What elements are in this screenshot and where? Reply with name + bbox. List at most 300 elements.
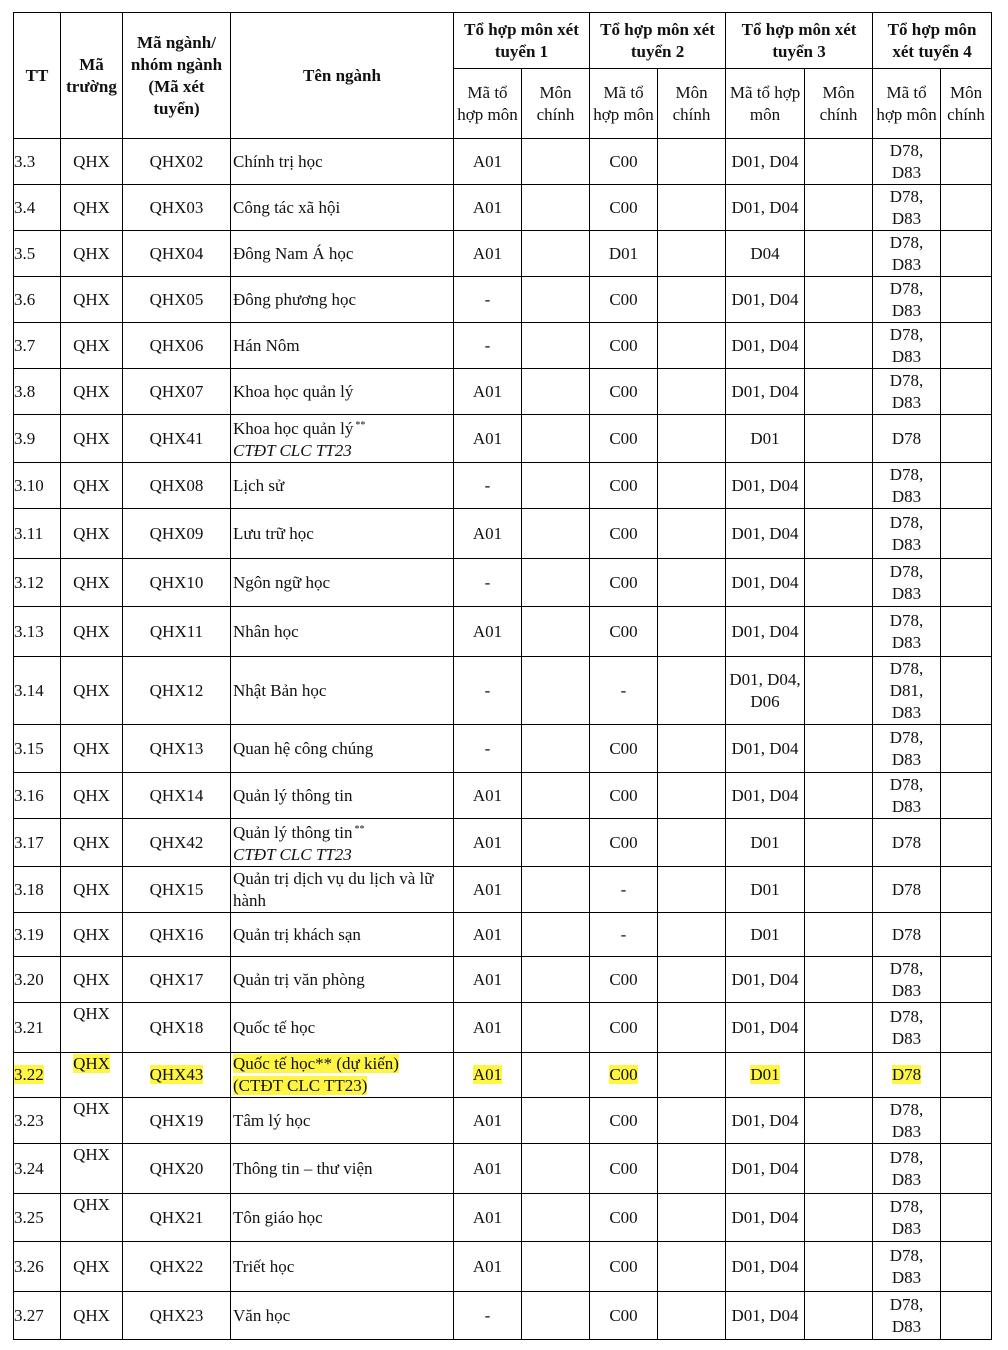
cell-mon-chinh-3: [805, 1098, 873, 1144]
cell-ma-to-hop-4-text: D78, D81, D83: [889, 658, 924, 722]
cell-ten-nganh: [231, 323, 454, 369]
cell-tt: [14, 323, 61, 369]
cell-ma-to-hop-2-text: C00: [609, 1207, 638, 1227]
cell-ma-to-hop-4: [873, 913, 941, 957]
cell-ma-truong-text: QHX: [73, 785, 110, 805]
cell-ma-to-hop-3-text: D01, D04: [731, 381, 799, 401]
cell-ma-to-hop-1-text: -: [484, 680, 491, 700]
cell-ma-truong: [61, 1144, 123, 1194]
cell-ma-to-hop-4: [873, 957, 941, 1003]
cell-ma-nganh: [123, 657, 231, 725]
major-name: Quản trị dịch vụ du lịch và lữ hành: [233, 868, 434, 910]
cell-mon-chinh-1: [522, 1053, 590, 1098]
cell-ma-nganh-text: QHX07: [149, 381, 204, 401]
cell-ma-nganh: [123, 509, 231, 559]
header-to-hop-2: Tổ hợp môn xét tuyển 2: [590, 13, 726, 69]
major-name: Công tác xã hội: [233, 197, 341, 217]
cell-ma-to-hop-4: [873, 657, 941, 725]
cell-ma-nganh-text: QHX06: [149, 335, 204, 355]
cell-ma-truong-text: QHX: [73, 335, 110, 355]
table-row: [14, 463, 992, 509]
cell-tt: [14, 773, 61, 819]
cell-ma-to-hop-1: [454, 1098, 522, 1144]
cell-ma-nganh-text: QHX41: [149, 428, 204, 448]
cell-ma-to-hop-2: [590, 277, 658, 323]
cell-mon-chinh-4: [941, 369, 992, 415]
cell-tt: [14, 1003, 61, 1053]
cell-ma-to-hop-3-text: D01, D04: [731, 1305, 799, 1325]
cell-tt: [14, 1098, 61, 1144]
cell-ma-to-hop-3-text: D01, D04: [731, 523, 799, 543]
cell-ma-to-hop-1-text: A01: [472, 1110, 503, 1130]
cell-ten-nganh: [231, 1098, 454, 1144]
cell-ma-truong-text: QHX: [73, 289, 110, 309]
cell-mon-chinh-2: [658, 415, 726, 463]
cell-tt: [14, 819, 61, 867]
cell-tt: [14, 185, 61, 231]
cell-ma-to-hop-1: [454, 957, 522, 1003]
cell-ma-nganh: [123, 1292, 231, 1340]
cell-mon-chinh-2: [658, 1292, 726, 1340]
cell-tt: [14, 277, 61, 323]
cell-ma-nganh-text: QHX14: [149, 785, 204, 805]
cell-tt-text: 3.23: [14, 1110, 44, 1130]
program-note: (CTĐT CLC TT23): [233, 1076, 368, 1095]
cell-ma-nganh: [123, 139, 231, 185]
cell-ma-nganh: [123, 559, 231, 607]
cell-mon-chinh-4: [941, 867, 992, 913]
cell-ma-to-hop-1: [454, 773, 522, 819]
cell-mon-chinh-3: [805, 1053, 873, 1098]
cell-ma-to-hop-4-text: D78: [891, 1065, 922, 1084]
cell-ma-to-hop-1: [454, 607, 522, 657]
cell-ma-to-hop-2: [590, 559, 658, 607]
cell-ma-nganh-text: QHX15: [149, 879, 204, 899]
cell-mon-chinh-3: [805, 277, 873, 323]
cell-ma-to-hop-1: [454, 657, 522, 725]
cell-mon-chinh-1: [522, 139, 590, 185]
cell-ma-to-hop-3: [726, 913, 805, 957]
header-ma-nganh: Mã ngành/ nhóm ngành (Mã xét tuyển): [123, 13, 231, 139]
cell-ma-to-hop-1: [454, 867, 522, 913]
cell-mon-chinh-3: [805, 725, 873, 773]
cell-ma-to-hop-3-text: D01: [750, 428, 780, 448]
cell-ma-to-hop-2: [590, 867, 658, 913]
cell-ma-to-hop-1-text: A01: [472, 1065, 503, 1084]
cell-ma-to-hop-2: [590, 231, 658, 277]
cell-ma-nganh: [123, 913, 231, 957]
cell-ma-to-hop-1-text: A01: [472, 151, 503, 171]
major-name: Khoa học quản lý: [233, 419, 354, 438]
cell-ma-to-hop-1: [454, 139, 522, 185]
cell-ma-to-hop-3-text: D01, D04: [731, 335, 799, 355]
cell-ma-to-hop-1-text: -: [484, 572, 491, 592]
cell-mon-chinh-2: [658, 1194, 726, 1242]
cell-ma-to-hop-4-text: D78, D83: [889, 561, 924, 603]
cell-ma-to-hop-2-text: C00: [609, 151, 638, 171]
cell-tt: [14, 463, 61, 509]
header-mon-chinh-4: Môn chính: [941, 69, 992, 139]
cell-ma-to-hop-3: [726, 185, 805, 231]
cell-ma-nganh: [123, 1003, 231, 1053]
cell-mon-chinh-2: [658, 607, 726, 657]
cell-mon-chinh-2: [658, 185, 726, 231]
cell-ten-nganh: [231, 139, 454, 185]
cell-tt-text: 3.22: [14, 1065, 44, 1084]
cell-ten-nganh: [231, 1242, 454, 1292]
cell-tt-text: 3.20: [14, 969, 44, 989]
cell-ma-to-hop-2-text: -: [620, 924, 627, 944]
cell-ma-to-hop-4: [873, 725, 941, 773]
cell-tt: [14, 1194, 61, 1242]
cell-ma-to-hop-4: [873, 1053, 941, 1098]
cell-mon-chinh-3: [805, 1194, 873, 1242]
table-row: [14, 1098, 992, 1144]
cell-ten-nganh: [231, 913, 454, 957]
cell-ma-to-hop-1-text: -: [484, 1305, 491, 1325]
header-mon-chinh-1: Môn chính: [522, 69, 590, 139]
cell-ma-to-hop-4-text: D78, D83: [889, 232, 924, 274]
cell-ma-to-hop-3: [726, 323, 805, 369]
cell-ma-truong: [61, 463, 123, 509]
cell-ma-nganh: [123, 369, 231, 415]
table-row: [14, 1003, 992, 1053]
cell-tt-text: 3.11: [14, 523, 44, 543]
cell-ma-to-hop-1-text: A01: [472, 523, 503, 543]
cell-tt: [14, 231, 61, 277]
cell-ma-nganh-text: QHX08: [149, 475, 204, 495]
cell-ma-truong: [61, 323, 123, 369]
table-row: [14, 957, 992, 1003]
cell-ma-to-hop-3: [726, 607, 805, 657]
cell-ten-nganh: [231, 463, 454, 509]
cell-ma-to-hop-2-text: C00: [609, 335, 638, 355]
cell-mon-chinh-3: [805, 509, 873, 559]
cell-mon-chinh-1: [522, 231, 590, 277]
cell-ma-truong-text: QHX: [73, 1145, 110, 1164]
cell-ma-to-hop-1-text: A01: [472, 832, 503, 852]
cell-ma-truong: [61, 657, 123, 725]
cell-mon-chinh-2: [658, 657, 726, 725]
cell-mon-chinh-4: [941, 415, 992, 463]
cell-ma-to-hop-3-text: D01, D04: [731, 572, 799, 592]
header-to-hop-1: Tổ hợp môn xét tuyển 1: [454, 13, 590, 69]
cell-ma-to-hop-2-text: C00: [609, 621, 638, 641]
cell-mon-chinh-1: [522, 819, 590, 867]
cell-ma-to-hop-4: [873, 369, 941, 415]
cell-ma-to-hop-4: [873, 559, 941, 607]
cell-mon-chinh-2: [658, 1053, 726, 1098]
cell-mon-chinh-3: [805, 867, 873, 913]
major-name: Tôn giáo học: [233, 1207, 323, 1227]
cell-mon-chinh-1: [522, 957, 590, 1003]
cell-ma-to-hop-2: [590, 463, 658, 509]
cell-ma-truong-text: QHX: [73, 243, 110, 263]
cell-ma-nganh-text: QHX19: [149, 1110, 204, 1130]
header-mon-chinh-2: Môn chính: [658, 69, 726, 139]
table-row: [14, 185, 992, 231]
cell-ma-nganh: [123, 725, 231, 773]
cell-ma-to-hop-2: [590, 773, 658, 819]
cell-mon-chinh-1: [522, 415, 590, 463]
cell-ten-nganh: [231, 1292, 454, 1340]
cell-tt-text: 3.27: [14, 1305, 44, 1325]
cell-ma-to-hop-1-text: A01: [472, 1017, 503, 1037]
table-row: [14, 1144, 992, 1194]
cell-ma-truong: [61, 369, 123, 415]
cell-mon-chinh-2: [658, 957, 726, 1003]
cell-mon-chinh-3: [805, 369, 873, 415]
header-ma-to-hop-4: Mã tổ hợp môn: [873, 69, 941, 139]
cell-ma-to-hop-4-text: D78: [891, 924, 922, 944]
cell-mon-chinh-3: [805, 185, 873, 231]
cell-mon-chinh-2: [658, 139, 726, 185]
cell-ten-nganh: [231, 277, 454, 323]
header-to-hop-3: Tổ hợp môn xét tuyển 3: [726, 13, 873, 69]
major-name: Chính trị học: [233, 151, 323, 171]
cell-ma-to-hop-1: [454, 725, 522, 773]
cell-mon-chinh-3: [805, 323, 873, 369]
table-row: [14, 1242, 992, 1292]
cell-ma-to-hop-4-text: D78, D83: [889, 512, 924, 554]
major-name: Quản lý thông tin: [233, 785, 353, 805]
cell-mon-chinh-4: [941, 1053, 992, 1098]
cell-ma-nganh-text: QHX09: [149, 523, 204, 543]
cell-ma-to-hop-2-text: C00: [609, 475, 638, 495]
cell-ma-to-hop-2-text: C00: [609, 738, 638, 758]
cell-ma-truong-text: QHX: [73, 381, 110, 401]
cell-ma-to-hop-3: [726, 509, 805, 559]
cell-ma-to-hop-1-text: -: [484, 289, 491, 309]
cell-tt-text: 3.16: [14, 785, 44, 805]
cell-ma-to-hop-2: [590, 819, 658, 867]
cell-ten-nganh: [231, 1144, 454, 1194]
cell-mon-chinh-3: [805, 1144, 873, 1194]
cell-mon-chinh-2: [658, 913, 726, 957]
table-row: [14, 559, 992, 607]
cell-ma-to-hop-4-text: D78, D83: [889, 1147, 924, 1189]
cell-mon-chinh-2: [658, 867, 726, 913]
cell-ma-to-hop-1-text: A01: [472, 428, 503, 448]
cell-tt: [14, 415, 61, 463]
cell-mon-chinh-2: [658, 509, 726, 559]
cell-ma-to-hop-1: [454, 1242, 522, 1292]
table-row: [14, 277, 992, 323]
cell-ma-nganh-text: QHX23: [149, 1305, 204, 1325]
cell-ma-to-hop-4-text: D78, D83: [889, 727, 924, 769]
cell-ma-to-hop-2-text: -: [620, 879, 627, 899]
major-name: Văn học: [233, 1305, 291, 1325]
table-row: [14, 1194, 992, 1242]
cell-mon-chinh-4: [941, 231, 992, 277]
cell-mon-chinh-3: [805, 231, 873, 277]
cell-ma-to-hop-2: [590, 185, 658, 231]
cell-ma-nganh-text: QHX22: [149, 1256, 204, 1276]
cell-ten-nganh: [231, 819, 454, 867]
cell-tt-text: 3.8: [14, 381, 36, 401]
cell-ma-to-hop-2: [590, 725, 658, 773]
cell-ma-to-hop-2-text: C00: [609, 289, 638, 309]
cell-mon-chinh-1: [522, 657, 590, 725]
cell-mon-chinh-1: [522, 607, 590, 657]
table-row: [14, 323, 992, 369]
cell-ma-truong: [61, 415, 123, 463]
cell-ma-to-hop-3: [726, 1144, 805, 1194]
cell-ma-truong: [61, 1003, 123, 1053]
cell-mon-chinh-4: [941, 1144, 992, 1194]
cell-ten-nganh: [231, 773, 454, 819]
cell-ma-nganh: [123, 1194, 231, 1242]
cell-mon-chinh-4: [941, 185, 992, 231]
cell-ma-to-hop-3: [726, 957, 805, 1003]
cell-ma-to-hop-1: [454, 463, 522, 509]
table-body: [14, 139, 992, 1340]
cell-tt-text: 3.26: [14, 1256, 44, 1276]
table-row: [14, 657, 992, 725]
cell-ma-nganh: [123, 1053, 231, 1098]
cell-ma-to-hop-3: [726, 139, 805, 185]
cell-ma-truong: [61, 231, 123, 277]
cell-mon-chinh-1: [522, 1242, 590, 1292]
cell-ma-to-hop-4: [873, 1098, 941, 1144]
cell-ma-to-hop-3-text: D01, D04: [731, 785, 799, 805]
cell-ma-to-hop-4-text: D78, D83: [889, 140, 924, 182]
cell-ma-to-hop-4-text: D78: [891, 832, 922, 852]
cell-ma-truong: [61, 607, 123, 657]
cell-ma-nganh-text: QHX02: [149, 151, 204, 171]
cell-ma-truong-text: QHX: [73, 680, 110, 700]
cell-ma-to-hop-1: [454, 1144, 522, 1194]
cell-ma-to-hop-2: [590, 957, 658, 1003]
cell-ma-to-hop-1-text: A01: [472, 621, 503, 641]
table-row: [14, 867, 992, 913]
cell-mon-chinh-1: [522, 559, 590, 607]
cell-tt-text: 3.7: [14, 335, 36, 355]
header-mon-chinh-3: Môn chính: [805, 69, 873, 139]
cell-mon-chinh-3: [805, 913, 873, 957]
cell-ma-to-hop-1: [454, 1053, 522, 1098]
cell-mon-chinh-1: [522, 867, 590, 913]
cell-ma-to-hop-4-text: D78, D83: [889, 1099, 924, 1141]
cell-ma-to-hop-2-text: C00: [609, 1065, 638, 1084]
cell-ma-to-hop-3: [726, 231, 805, 277]
cell-tt-text: 3.12: [14, 572, 44, 592]
cell-ma-truong: [61, 185, 123, 231]
cell-ma-to-hop-1: [454, 323, 522, 369]
cell-ten-nganh: [231, 957, 454, 1003]
cell-ma-to-hop-2-text: C00: [609, 832, 638, 852]
table-row: [14, 139, 992, 185]
cell-tt: [14, 1292, 61, 1340]
cell-tt: [14, 509, 61, 559]
cell-mon-chinh-2: [658, 369, 726, 415]
cell-ma-to-hop-2-text: C00: [609, 197, 638, 217]
cell-mon-chinh-4: [941, 509, 992, 559]
cell-ma-to-hop-4: [873, 819, 941, 867]
cell-tt-text: 3.5: [14, 243, 36, 263]
cell-ma-to-hop-4-text: D78, D83: [889, 1006, 924, 1048]
cell-mon-chinh-2: [658, 463, 726, 509]
cell-mon-chinh-3: [805, 1292, 873, 1340]
cell-mon-chinh-2: [658, 1242, 726, 1292]
cell-ma-to-hop-2: [590, 913, 658, 957]
major-name: Lịch sử: [233, 475, 285, 495]
cell-mon-chinh-2: [658, 277, 726, 323]
cell-ma-to-hop-3-text: D01, D04: [731, 969, 799, 989]
cell-ma-to-hop-1-text: A01: [472, 1256, 503, 1276]
cell-tt: [14, 957, 61, 1003]
table-row: [14, 773, 992, 819]
cell-mon-chinh-1: [522, 1292, 590, 1340]
cell-ma-to-hop-2-text: C00: [609, 1256, 638, 1276]
cell-ma-truong-text: QHX: [73, 523, 110, 543]
major-name: Nhân học: [233, 621, 299, 641]
cell-ma-to-hop-3: [726, 1292, 805, 1340]
cell-ma-to-hop-2-text: C00: [609, 428, 638, 448]
major-name: Quản lý thông tin: [233, 823, 353, 842]
program-note: CTĐT CLC TT23: [233, 845, 352, 864]
cell-ma-to-hop-3: [726, 277, 805, 323]
cell-ma-truong: [61, 559, 123, 607]
cell-ma-to-hop-1-text: A01: [472, 381, 503, 401]
cell-ma-truong: [61, 1053, 123, 1098]
cell-ma-to-hop-4: [873, 415, 941, 463]
cell-ma-to-hop-1-text: A01: [472, 1207, 503, 1227]
cell-tt: [14, 139, 61, 185]
cell-ma-to-hop-3-text: D01, D04: [731, 151, 799, 171]
major-name: Đông Nam Á học: [233, 243, 354, 263]
cell-ma-to-hop-1: [454, 231, 522, 277]
cell-ma-to-hop-2-text: D01: [608, 243, 639, 263]
cell-ma-nganh-text: QHX05: [149, 289, 204, 309]
cell-ma-to-hop-3-text: D01, D04: [731, 1017, 799, 1037]
cell-tt-text: 3.14: [14, 680, 44, 700]
cell-ma-to-hop-4: [873, 773, 941, 819]
cell-ma-to-hop-1-text: A01: [472, 197, 503, 217]
cell-ma-to-hop-2-text: -: [620, 680, 627, 700]
cell-ma-to-hop-4: [873, 185, 941, 231]
cell-ma-to-hop-4-text: D78, D83: [889, 186, 924, 228]
cell-ma-to-hop-4: [873, 1003, 941, 1053]
cell-ma-truong: [61, 509, 123, 559]
major-name: Ngôn ngữ học: [233, 572, 331, 592]
cell-ma-to-hop-3-text: D01, D04, D06: [729, 669, 801, 711]
cell-ma-to-hop-3-text: D01, D04: [731, 475, 799, 495]
cell-ma-to-hop-3: [726, 369, 805, 415]
cell-ma-to-hop-3: [726, 819, 805, 867]
cell-ma-truong-text: QHX: [73, 1195, 110, 1214]
cell-ma-to-hop-4: [873, 139, 941, 185]
cell-ten-nganh: [231, 607, 454, 657]
cell-tt-text: 3.24: [14, 1158, 44, 1178]
cell-ten-nganh: [231, 185, 454, 231]
cell-ten-nganh: [231, 1194, 454, 1242]
cell-ma-to-hop-1-text: A01: [472, 879, 503, 899]
cell-ma-to-hop-2-text: C00: [609, 785, 638, 805]
cell-mon-chinh-1: [522, 323, 590, 369]
cell-tt-text: 3.21: [14, 1017, 44, 1037]
cell-tt-text: 3.4: [14, 197, 36, 217]
cell-ma-nganh: [123, 1242, 231, 1292]
major-name: Nhật Bản học: [233, 680, 327, 700]
footnote-marker: **: [354, 824, 365, 835]
header-ten-nganh: Tên ngành: [231, 13, 454, 139]
cell-ma-to-hop-4-text: D78: [891, 428, 922, 448]
program-note: CTĐT CLC TT23: [233, 441, 352, 460]
cell-ma-to-hop-4-text: D78, D83: [889, 610, 924, 652]
table-row: [14, 1292, 992, 1340]
cell-mon-chinh-1: [522, 369, 590, 415]
